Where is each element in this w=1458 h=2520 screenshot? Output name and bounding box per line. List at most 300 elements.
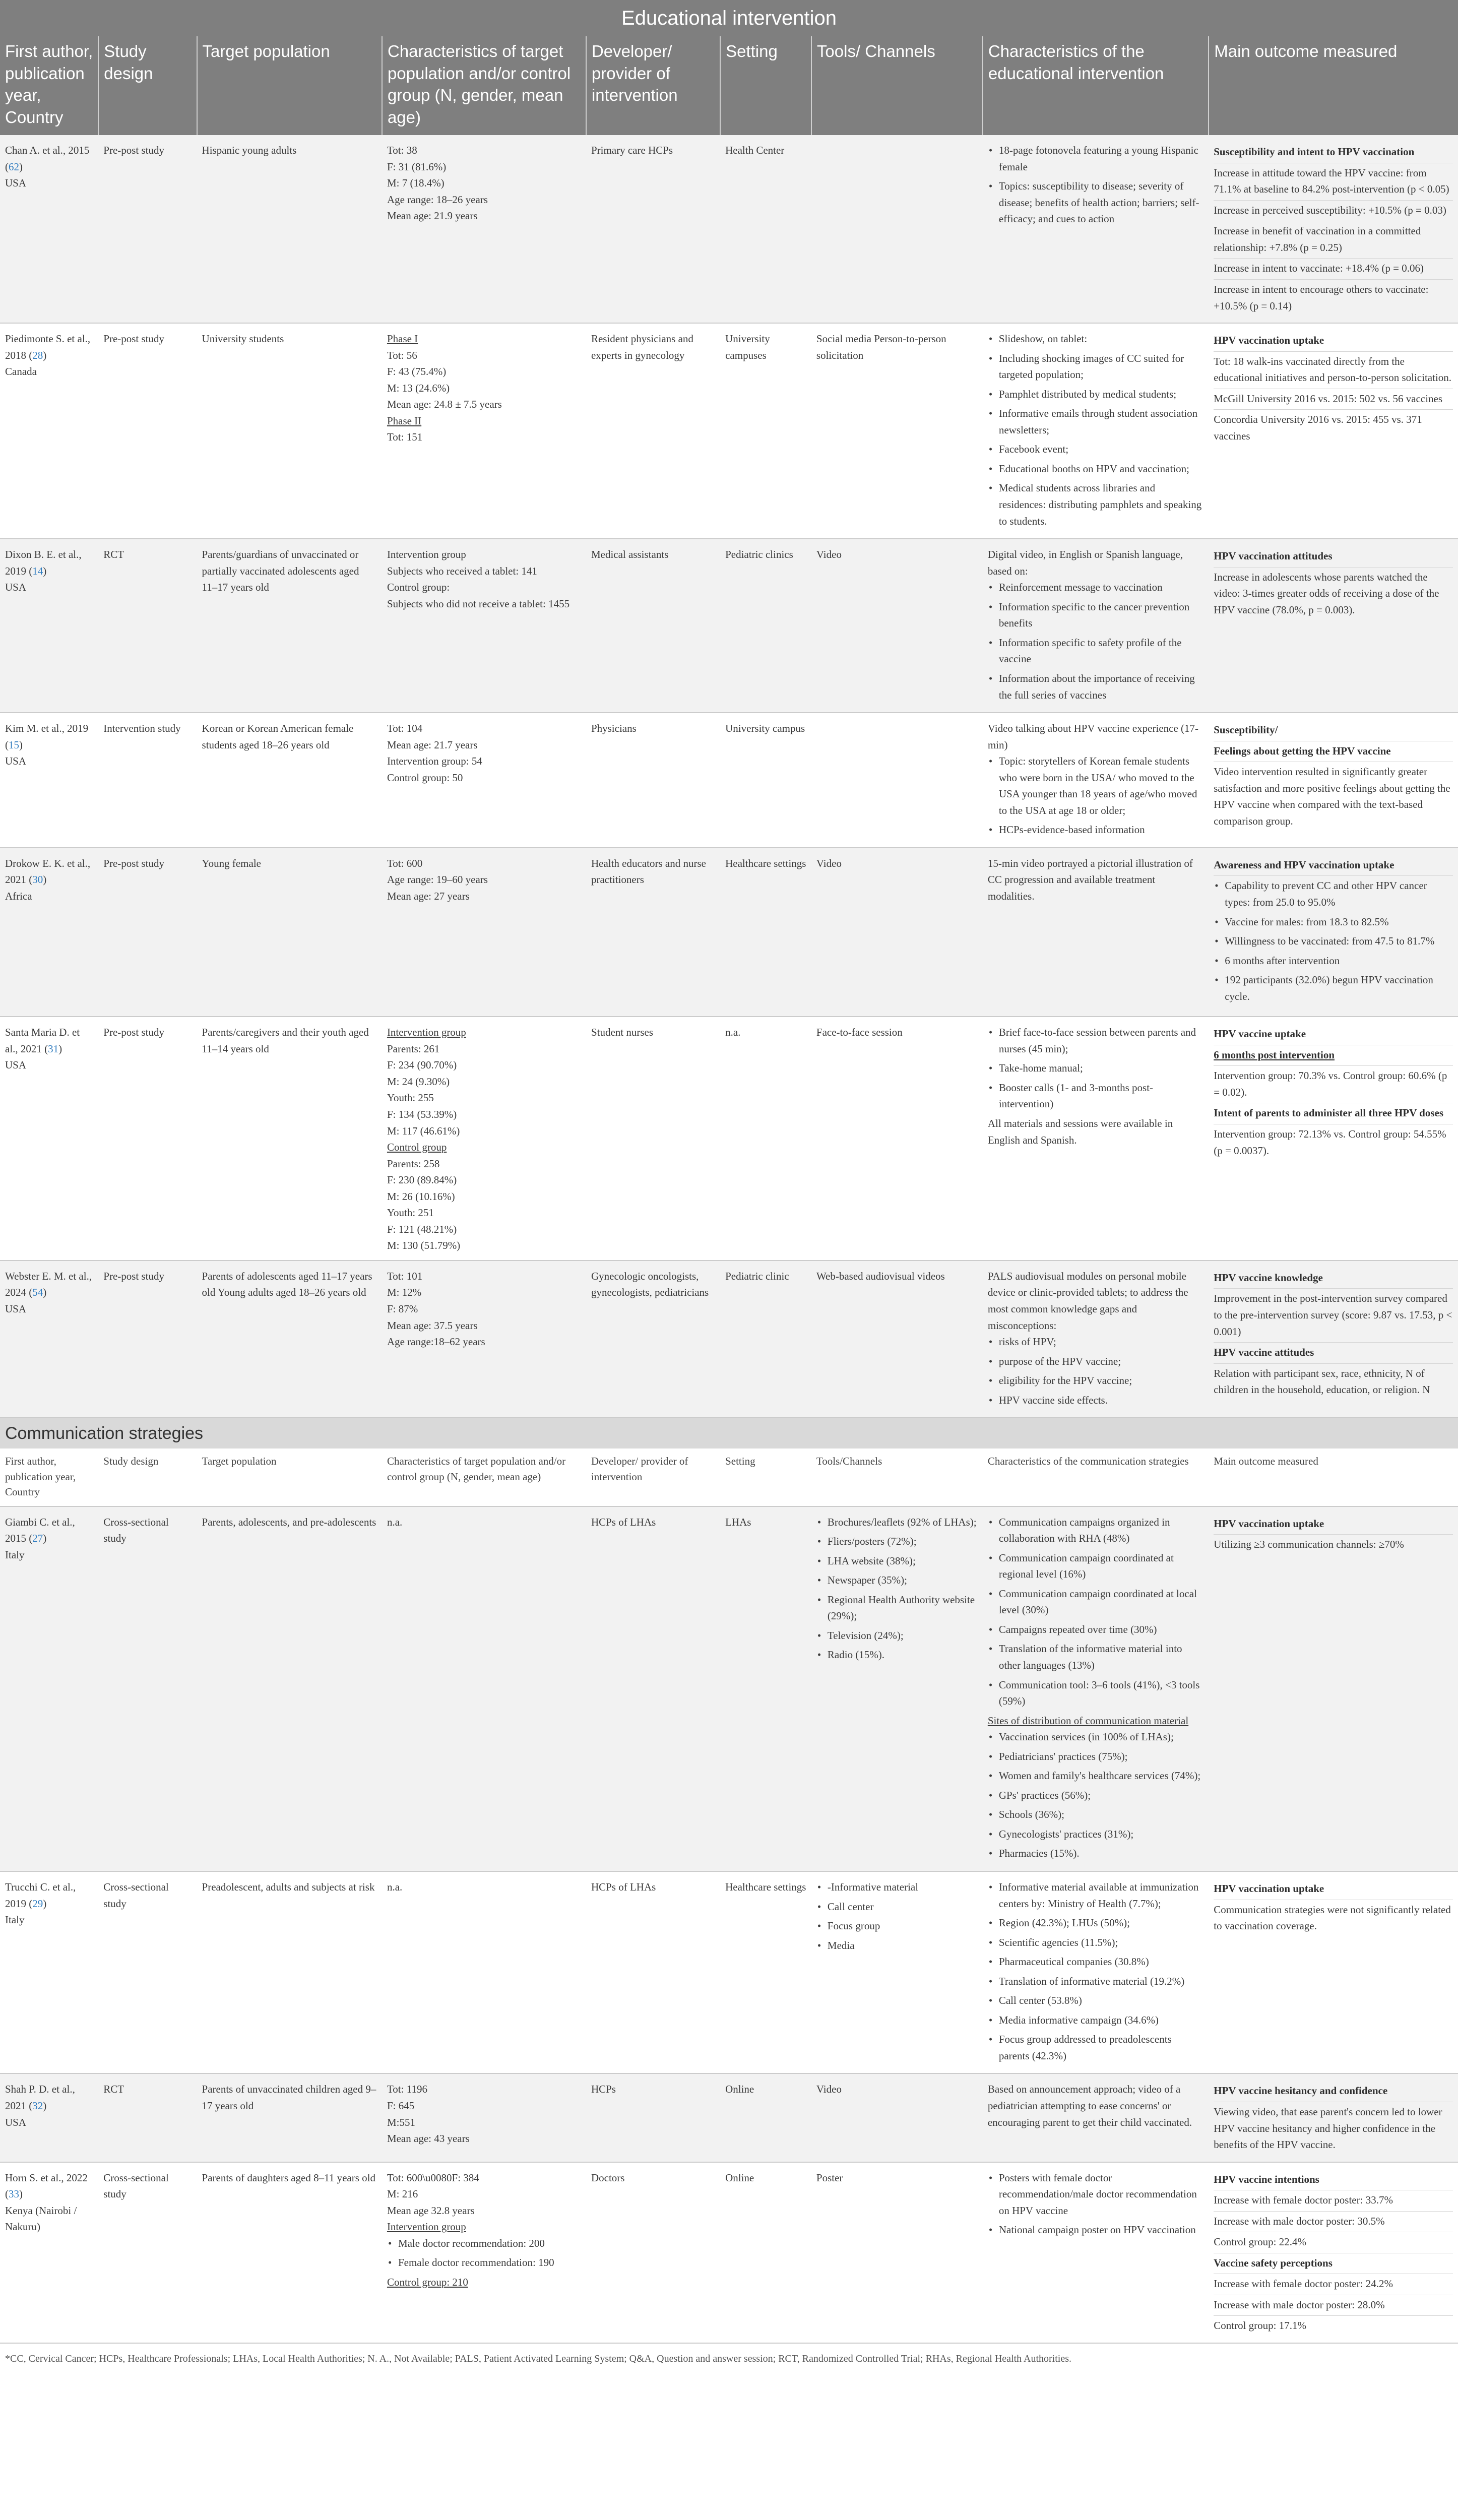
study-design: Pre-post study (98, 848, 197, 1017)
author-paren: ) (43, 1286, 47, 1299)
column-header-row (0, 36, 1458, 135)
strategy-characteristics (983, 1871, 1209, 2073)
main-outcome (1209, 2073, 1458, 2162)
bullet-item: • Pamphlet distributed by medical students; (999, 386, 1203, 403)
study-author-cell (0, 848, 98, 1017)
characteristics-lines (387, 2170, 581, 2235)
bullet-item: • Communication campaign coordinated at regional level (16%) (999, 1550, 1203, 1583)
bullet-item: • Regional Health Authority website (29%); (828, 1592, 978, 1624)
population-characteristics (382, 1017, 586, 1261)
bullet-item: • eligibility for the HPV vaccine; (999, 1372, 1203, 1389)
table-row (0, 1261, 1458, 1418)
bullet-item: • Focus group (828, 1918, 978, 1934)
reference-link[interactable]: 28 (32, 349, 43, 361)
intervention-bullets (988, 753, 1203, 838)
target-population: Parents, adolescents, and pre-adolescents (197, 1506, 382, 1871)
study-design: RCT (98, 539, 197, 713)
text-line: F: 43 (75.4%) (387, 365, 447, 378)
bullet-item: • Television (24%); (828, 1627, 978, 1644)
strategy-bullets (988, 2170, 1203, 2238)
characteristics-lines (387, 1879, 581, 1896)
table-title: Educational intervention (0, 0, 1458, 36)
study-design: Pre-post study (98, 1261, 197, 1418)
target-population: Parents of adolescents aged 11–17 years old Young adults aged 18–26 years old (197, 1261, 382, 1418)
text-line: Parents: 261 (387, 1042, 440, 1055)
outcome-line: 6 months post intervention (1214, 1045, 1453, 1066)
intervention-bullets (988, 1334, 1203, 1408)
table-title-row (0, 0, 1458, 36)
author-paren: ) (19, 2188, 23, 2200)
reference-link[interactable]: 29 (32, 1897, 43, 1910)
intervention-bullets (988, 579, 1203, 703)
population-characteristics (382, 1871, 586, 2073)
text-line: Parents: 258 (387, 1157, 440, 1170)
study-author-cell (0, 2162, 98, 2343)
reference-link[interactable]: 31 (48, 1042, 59, 1055)
author-text: Giambi C. et al., 2015 ( (5, 1516, 75, 1545)
table-row (0, 135, 1458, 323)
distribution-bullets (988, 1729, 1203, 1862)
text-line: F: 121 (48.21%) (387, 1223, 457, 1235)
text-line: M:551 (387, 2116, 415, 2128)
bullet-item: • Pharmacies (15%). (999, 1845, 1203, 1862)
outcome-line: Vaccine safety perceptions (1214, 2253, 1453, 2275)
text-line: Mean age 32.8 years (387, 2204, 475, 2217)
table-row (0, 713, 1458, 848)
author-text: Webster E. M. et al., 2024 ( (5, 1270, 92, 1299)
outcome-line: Intervention group: 72.13% vs. Control group: 54.55% (p = 0.0037). (1214, 1127, 1446, 1157)
outcome-heading: Awareness and HPV vaccination uptake (1214, 855, 1453, 876)
provider: Gynecologic oncologists, gynecologists, pediatricians (586, 1261, 720, 1418)
country: USA (5, 2116, 27, 2128)
bullet-item: • -Informative material (828, 1879, 978, 1896)
reference-link[interactable]: 33 (9, 2188, 19, 2200)
author-text: Shah P. D. et al., 2021 ( (5, 2083, 75, 2112)
country: Italy (5, 1914, 25, 1926)
author-paren: ) (43, 1897, 47, 1910)
country: USA (5, 1303, 27, 1315)
text-line: M: 117 (46.61%) (387, 1124, 460, 1137)
column-header: Setting (720, 36, 811, 135)
bullet-item: • Brief face-to-face session between parents and nurses (45 min); (999, 1024, 1203, 1057)
text-line: Phase II (387, 414, 422, 427)
text-line: Age range: 18–26 years (387, 193, 488, 206)
intervention-text: 15-min video portrayed a pictorial illustration of CC progression and available treatment modalities. (987, 857, 1193, 902)
study-author-cell (0, 1017, 98, 1261)
text-line: Control group: (387, 581, 450, 594)
bullet-item: • Facebook event; (999, 441, 1203, 458)
intervention-characteristics (983, 135, 1209, 323)
study-author-cell (0, 2073, 98, 2162)
reference-link[interactable]: 32 (32, 2100, 43, 2112)
outcome-line: HPV vaccination uptake (1214, 1514, 1453, 1535)
setting: LHAs (720, 1506, 811, 1871)
comm-column-header: Study design (98, 1448, 197, 1506)
bullet-item: • Communication campaign coordinated at local level (30%) (999, 1586, 1203, 1618)
provider: Resident physicians and experts in gynecology (586, 323, 720, 539)
text-line: Tot: 104 (387, 722, 423, 735)
tools-channels: Social media Person-to-person solicitation (811, 323, 983, 539)
author-paren: ) (58, 1042, 62, 1055)
intervention-note: All materials and sessions were available in English and Spanish. (987, 1117, 1173, 1146)
provider: Student nurses (586, 1017, 720, 1261)
tools-channels: Video (811, 539, 983, 713)
tools-channels: Video (811, 2073, 983, 2162)
column-header: Tools/ Channels (811, 36, 983, 135)
table-row (0, 323, 1458, 539)
provider: HCPs of LHAs (586, 1506, 720, 1871)
author-text: Trucchi C. et al., 2019 ( (5, 1880, 76, 1910)
text-line: Mean age: 37.5 years (387, 1319, 478, 1332)
reference-link[interactable]: 14 (32, 564, 43, 577)
comm-column-header: Target population (197, 1448, 382, 1506)
main-outcome (1209, 539, 1458, 713)
author-text: Dixon B. E. et al., 2019 ( (5, 548, 82, 577)
study-author-cell (0, 1506, 98, 1871)
outcome-line: Relation with participant sex, race, ethnicity, N of children in the household, education, or religion. N (1214, 1367, 1430, 1396)
intervention-characteristics (983, 323, 1209, 539)
outcome-line: Viewing video, that ease parent's concern led to lower HPV vaccine hesitancy and higher confidence in the benefits of the HPV vaccine. (1214, 2106, 1442, 2151)
text-line: Intervention group: 54 (387, 755, 482, 768)
bullet-item: • purpose of the HPV vaccine; (999, 1353, 1203, 1370)
population-characteristics (382, 539, 586, 713)
intervention-bullets (988, 331, 1203, 529)
outcome-line: HPV vaccine attitudes (1214, 1343, 1453, 1364)
comm-column-header: Main outcome measured (1209, 1448, 1458, 1506)
population-characteristics (382, 323, 586, 539)
bullet-item: • Informative emails through student association newsletters; (999, 405, 1203, 438)
outcome-line: Communication strategies were not significantly related to vaccination coverage. (1214, 1903, 1451, 1932)
tools-bullets (816, 1514, 978, 1663)
bullet-item: • HPV vaccine side effects. (999, 1392, 1203, 1409)
text-line: Youth: 255 (387, 1092, 434, 1104)
characteristics-line: Control group: 210 (387, 2276, 468, 2288)
outcome-line: Increase with male doctor poster: 28.0% (1214, 2295, 1453, 2316)
text-line: M: 26 (10.16%) (387, 1190, 455, 1203)
intervention-characteristics (983, 713, 1209, 848)
country: USA (5, 177, 27, 190)
comm-column-header: Characteristics of target population and/or control group (N, gender, mean age) (382, 1448, 586, 1506)
intervention-characteristics (983, 848, 1209, 1017)
study-author-cell (0, 713, 98, 848)
outcome-line: Feelings about getting the HPV vaccine (1214, 741, 1453, 763)
text-line: M: 13 (24.6%) (387, 382, 450, 394)
outcome-line: HPV vaccination uptake (1214, 1879, 1453, 1900)
outcome-line: Control group: 22.4% (1214, 2232, 1453, 2253)
bullet-item: • Fliers/posters (72%); (828, 1533, 978, 1550)
author-text: Kim M. et al., 2019 ( (5, 722, 89, 751)
outcome-bullets (1214, 877, 1453, 1004)
author-text: Santa Maria D. et al., 2021 ( (5, 1026, 80, 1055)
bullet-item: • Vaccine for males: from 18.3 to 82.5% (1225, 914, 1453, 930)
text-line: F: 87% (387, 1303, 418, 1315)
tools-channels: Video (811, 848, 983, 1017)
country: Kenya (Nairobi / Nakuru) (5, 2204, 77, 2233)
target-population: Preadolescent, adults and subjects at risk (197, 1871, 382, 2073)
setting: Health Center (720, 135, 811, 323)
characteristics-lines (387, 855, 581, 905)
outcome-line: Susceptibility/ (1214, 720, 1453, 741)
country: Africa (5, 890, 32, 902)
target-population: Parents/guardians of unvaccinated or partially vaccinated adolescents aged 11–17 years old (197, 539, 382, 713)
outcome-line: Control group: 17.1% (1214, 2319, 1306, 2332)
outcome-line: Increase with female doctor poster: 33.7% (1214, 2190, 1453, 2212)
target-population: Parents/caregivers and their youth aged 11–14 years old (197, 1017, 382, 1261)
bullet-item: • Translation of the informative material into other languages (13%) (999, 1641, 1203, 1673)
column-header: Developer/ provider of intervention (586, 36, 720, 135)
comm-column-header: Characteristics of the communication strategies (983, 1448, 1209, 1506)
bullet-item: • Take-home manual; (999, 1060, 1203, 1077)
bullet-item: • Slideshow, on tablet: (999, 331, 1203, 347)
bullet-item: • National campaign poster on HPV vaccination (999, 2222, 1203, 2238)
text-line: Tot: 38 (387, 144, 417, 157)
population-characteristics (382, 713, 586, 848)
target-population: Hispanic young adults (197, 135, 382, 323)
outcome-line: Intervention group: 70.3% vs. Control group: 60.6% (p = 0.02). (1214, 1066, 1453, 1103)
table-row (0, 539, 1458, 713)
table-row (0, 1506, 1458, 1871)
study-author-cell (0, 1871, 98, 2073)
tools-bullets (816, 1879, 978, 1954)
provider: Doctors (586, 2162, 720, 2343)
outcome-line: Concordia University 2016 vs. 2015: 455 vs. 371 vaccines (1214, 413, 1422, 442)
comm-column-header: Setting (720, 1448, 811, 1506)
setting: University campuses (720, 323, 811, 539)
comm-header-row (0, 1448, 1458, 1506)
study-author-cell (0, 539, 98, 713)
comm-section-title: Communication strategies (0, 1418, 1458, 1448)
provider: Physicians (586, 713, 720, 848)
intervention-bullets (988, 142, 1203, 227)
outcome-line: McGill University 2016 vs. 2015: 502 vs. 56 vaccines (1214, 389, 1453, 410)
table-row (0, 848, 1458, 1017)
target-population: Korean or Korean American female students aged 18–26 years old (197, 713, 382, 848)
text-line: Mean age: 21.7 years (387, 738, 478, 751)
bullet-item: • 6 months after intervention (1225, 953, 1453, 969)
population-characteristics (382, 2073, 586, 2162)
bullet-item: • Media informative campaign (34.6%) (999, 2012, 1203, 2029)
text-line: Tot: 56 (387, 349, 417, 361)
author-text: Piedimonte S. et al., 2018 ( (5, 333, 91, 361)
section-band (0, 1418, 1458, 1448)
text-line: Phase I (387, 333, 418, 345)
text-line: Mean age: 27 years (387, 890, 470, 902)
text-line: M: 130 (51.79%) (387, 1239, 461, 1252)
text-line: M: 12% (387, 1286, 422, 1299)
characteristics-lines (387, 2081, 581, 2147)
text-line: Intervention group (387, 2221, 466, 2233)
intervention-text: PALS audiovisual modules on personal mobile device or clinic-provided tablets; to address the most common knowledge gaps and misconceptions: (987, 1270, 1188, 1332)
text-line: F: 645 (387, 2100, 415, 2112)
setting: Pediatric clinics (720, 539, 811, 713)
text-line: Tot: 151 (387, 431, 423, 444)
author-paren: ) (19, 738, 23, 751)
table-row (0, 2162, 1458, 2343)
bullet-item: • Call center (53.8%) (999, 1992, 1203, 2009)
author-paren: ) (43, 1532, 47, 1545)
bullet-item: • Pharmaceutical companies (30.8%) (999, 1954, 1203, 1970)
table-row (0, 1871, 1458, 2073)
column-header: Characteristics of the educational intervention (983, 36, 1209, 135)
study-design: Pre-post study (98, 135, 197, 323)
bullet-item: • Region (42.3%); LHUs (50%); (999, 1915, 1203, 1931)
main-outcome (1209, 1017, 1458, 1261)
text-line: F: 31 (81.6%) (387, 160, 447, 173)
reference-link[interactable]: 30 (32, 873, 43, 886)
provider: Medical assistants (586, 539, 720, 713)
table-footnote: *CC, Cervical Cancer; HCPs, Healthcare Professionals; LHAs, Local Health Authorities; N. A., Not Available; PALS, Patient Activated Learning System; Q&A, Question and answer session; RCT, Randomized Controlled Trial; RHAs, Regional Health Authorities. (5, 2353, 1072, 2365)
outcome-line: Increase with female doctor poster: 24.2% (1214, 2274, 1453, 2295)
bullet-item: • Media (828, 1937, 978, 1954)
text-line: Tot: 600\u0080F: 384 (387, 2171, 479, 2184)
column-header: Study design (98, 36, 197, 135)
bullet-item: • Communication tool: 3–6 tools (41%), <3 tools (59%) (999, 1677, 1203, 1710)
setting: Healthcare settings (720, 848, 811, 1017)
strategy-subheading: Sites of distribution of communication material (987, 1714, 1189, 1727)
characteristics-lines (387, 1024, 581, 1254)
outcome-line: HPV vaccination uptake (1214, 331, 1453, 352)
text-line: Subjects who did not receive a tablet: 1455 (387, 597, 570, 610)
intervention-text: Digital video, in English or Spanish language, based on: (987, 548, 1183, 577)
text-line: Mean age: 21.9 years (387, 210, 478, 222)
strategy-characteristics (983, 1506, 1209, 1871)
outcome-line: Improvement in the post-intervention survey compared to the pre-intervention survey (score: 9.87 vs. 17.53, p < 0.001) (1214, 1289, 1453, 1343)
study-design: Cross-sectional study (98, 1871, 197, 2073)
characteristics-lines (387, 720, 581, 786)
intervention-characteristics (983, 1261, 1209, 1418)
characteristics-lines (387, 1514, 581, 1531)
characteristics-lines (387, 546, 581, 612)
study-author-cell (0, 1261, 98, 1418)
study-design: Cross-sectional study (98, 2162, 197, 2343)
text-line: F: 234 (90.70%) (387, 1059, 457, 1072)
author-text: Drokow E. K. et al., 2021 ( (5, 857, 91, 886)
text-line: Mean age: 43 years (387, 2132, 470, 2145)
text-line: F: 230 (89.84%) (387, 1174, 457, 1186)
outcome-line: Increase in attitude toward the HPV vaccine: from 71.1% at baseline to 84.2% post-intervention (p < 0.05) (1214, 163, 1453, 201)
text-line: Age range:18–62 years (387, 1336, 485, 1348)
country: Canada (5, 365, 37, 378)
outcome-line: HPV vaccine uptake (1214, 1024, 1453, 1045)
bullet-item: • Male doctor recommendation: 200 (398, 2235, 581, 2252)
bullet-item: • Gynecologists' practices (31%); (999, 1826, 1203, 1843)
strategy-characteristics (983, 2073, 1209, 2162)
text-line: F: 134 (53.39%) (387, 1108, 457, 1120)
intervention-bullets (988, 1024, 1203, 1112)
author-paren: ) (43, 349, 47, 361)
comm-column-header: First author, publication year, Country (0, 1448, 98, 1506)
country: USA (5, 581, 27, 594)
outcome-line: Increase in perceived susceptibility: +10.5% (p = 0.03) (1214, 201, 1453, 222)
bullet-item: • Booster calls (1- and 3-months post-intervention) (999, 1080, 1203, 1112)
characteristics-lines (387, 142, 581, 224)
bullet-item: • Female doctor recommendation: 190 (398, 2254, 581, 2271)
text-line: M: 216 (387, 2188, 418, 2200)
text-line: n.a. (387, 1516, 403, 1528)
bullet-item: • Posters with female doctor recommendation/male doctor recommendation on HPV vaccine (999, 2170, 1203, 2219)
population-characteristics (382, 1506, 586, 1871)
text-line: M: 24 (9.30%) (387, 1075, 450, 1088)
bullet-item: • Vaccination services (in 100% of LHAs); (999, 1729, 1203, 1745)
characteristics-bullets (387, 2235, 581, 2271)
outcome-bullets-wrap (1214, 876, 1453, 1010)
reference-link[interactable]: 62 (9, 160, 19, 173)
strategy-bullets (988, 1879, 1203, 2064)
main-outcome (1209, 135, 1458, 323)
bullet-item: • Pediatricians' practices (75%); (999, 1748, 1203, 1765)
text-line: Control group: 50 (387, 771, 463, 784)
tools-channels: Web-based audiovisual videos (811, 1261, 983, 1418)
bullet-item: • Topics: susceptibility to disease; severity of disease; benefits of health action; barriers; self-efficacy; and cues to action (999, 178, 1203, 227)
study-design: Cross-sectional study (98, 1506, 197, 1871)
setting: Online (720, 2073, 811, 2162)
text-line: Tot: 1196 (387, 2083, 427, 2096)
population-characteristics (382, 848, 586, 1017)
bullet-item: • risks of HPV; (999, 1334, 1203, 1350)
outcome-line: HPV vaccine knowledge (1214, 1268, 1453, 1289)
bullet-item: • Campaigns repeated over time (30%) (999, 1621, 1203, 1638)
author-paren: ) (43, 564, 47, 577)
bullet-item: • Brochures/leaflets (92% of LHAs); (828, 1514, 978, 1531)
bullet-item: • Communication campaigns organized in collaboration with RHA (48%) (999, 1514, 1203, 1547)
setting: Pediatric clinic (720, 1261, 811, 1418)
tools-channels: Poster (811, 2162, 983, 2343)
bullet-item: • LHA website (38%); (828, 1553, 978, 1569)
setting: Healthcare settings (720, 1871, 811, 2073)
bullet-item: • Focus group addressed to preadolescents parents (42.3%) (999, 2031, 1203, 2064)
bullet-item: • Capability to prevent CC and other HPV cancer types: from 25.0 to 95.0% (1225, 877, 1453, 910)
text-line: Intervention group (387, 1026, 466, 1039)
outcome-line: Susceptibility and intent to HPV vaccination (1214, 142, 1453, 163)
target-population: Parents of unvaccinated children aged 9–17 years old (197, 2073, 382, 2162)
comm-column-header: Tools/Channels (811, 1448, 983, 1506)
study-author-cell (0, 135, 98, 323)
bullet-item: • Informative material available at immunization centers by: Ministry of Health (7.7%); (999, 1879, 1203, 1912)
tools-channels: Face-to-face session (811, 1017, 983, 1261)
tools-channels (811, 1506, 983, 1871)
setting: University campus (720, 713, 811, 848)
study-design: RCT (98, 2073, 197, 2162)
author-text: Chan A. et al., 2015 ( (5, 144, 90, 173)
outcome-line: Utilizing ≥3 communication channels: ≥70% (1214, 1538, 1404, 1551)
outcome-line: Increase with male doctor poster: 30.5% (1214, 2212, 1453, 2233)
strategy-text: Based on announcement approach; video of a pediatrician attempting to ease concerns' or encouraging parent to get their child vaccinated. (987, 2083, 1192, 2128)
reference-link[interactable]: 15 (9, 738, 19, 751)
reference-link[interactable]: 27 (32, 1532, 43, 1545)
main-outcome (1209, 1261, 1458, 1418)
study-design: Pre-post study (98, 1017, 197, 1261)
bullet-item: • HCPs-evidence-based information (999, 822, 1203, 838)
study-design: Intervention study (98, 713, 197, 848)
setting: n.a. (720, 1017, 811, 1261)
author-text: Horn S. et al., 2022 ( (5, 2171, 88, 2200)
author-paren: ) (43, 873, 47, 886)
reference-link[interactable]: 54 (32, 1286, 43, 1299)
tools-channels (811, 135, 983, 323)
provider: HCPs of LHAs (586, 1871, 720, 2073)
outcome-line: Increase in benefit of vaccination in a committed relationship: +7.8% (p = 0.25) (1214, 221, 1453, 259)
target-population: Parents of daughters aged 8–11 years old (197, 2162, 382, 2343)
text-line: Mean age: 24.8 ± 7.5 years (387, 398, 502, 411)
text-line: Intervention group (387, 548, 466, 561)
outcome-line: Tot: 18 walk-ins vaccinated directly from the educational initiatives and person-to-person solicitation. (1214, 352, 1453, 389)
column-header: First author, publication year, Country (0, 36, 98, 135)
bullet-item: • Radio (15%). (828, 1647, 978, 1663)
educational-intervention-rows (0, 135, 1458, 1418)
main-outcome (1209, 323, 1458, 539)
outcome-line: HPV vaccine intentions (1214, 2170, 1453, 2191)
text-line: n.a. (387, 1880, 403, 1893)
